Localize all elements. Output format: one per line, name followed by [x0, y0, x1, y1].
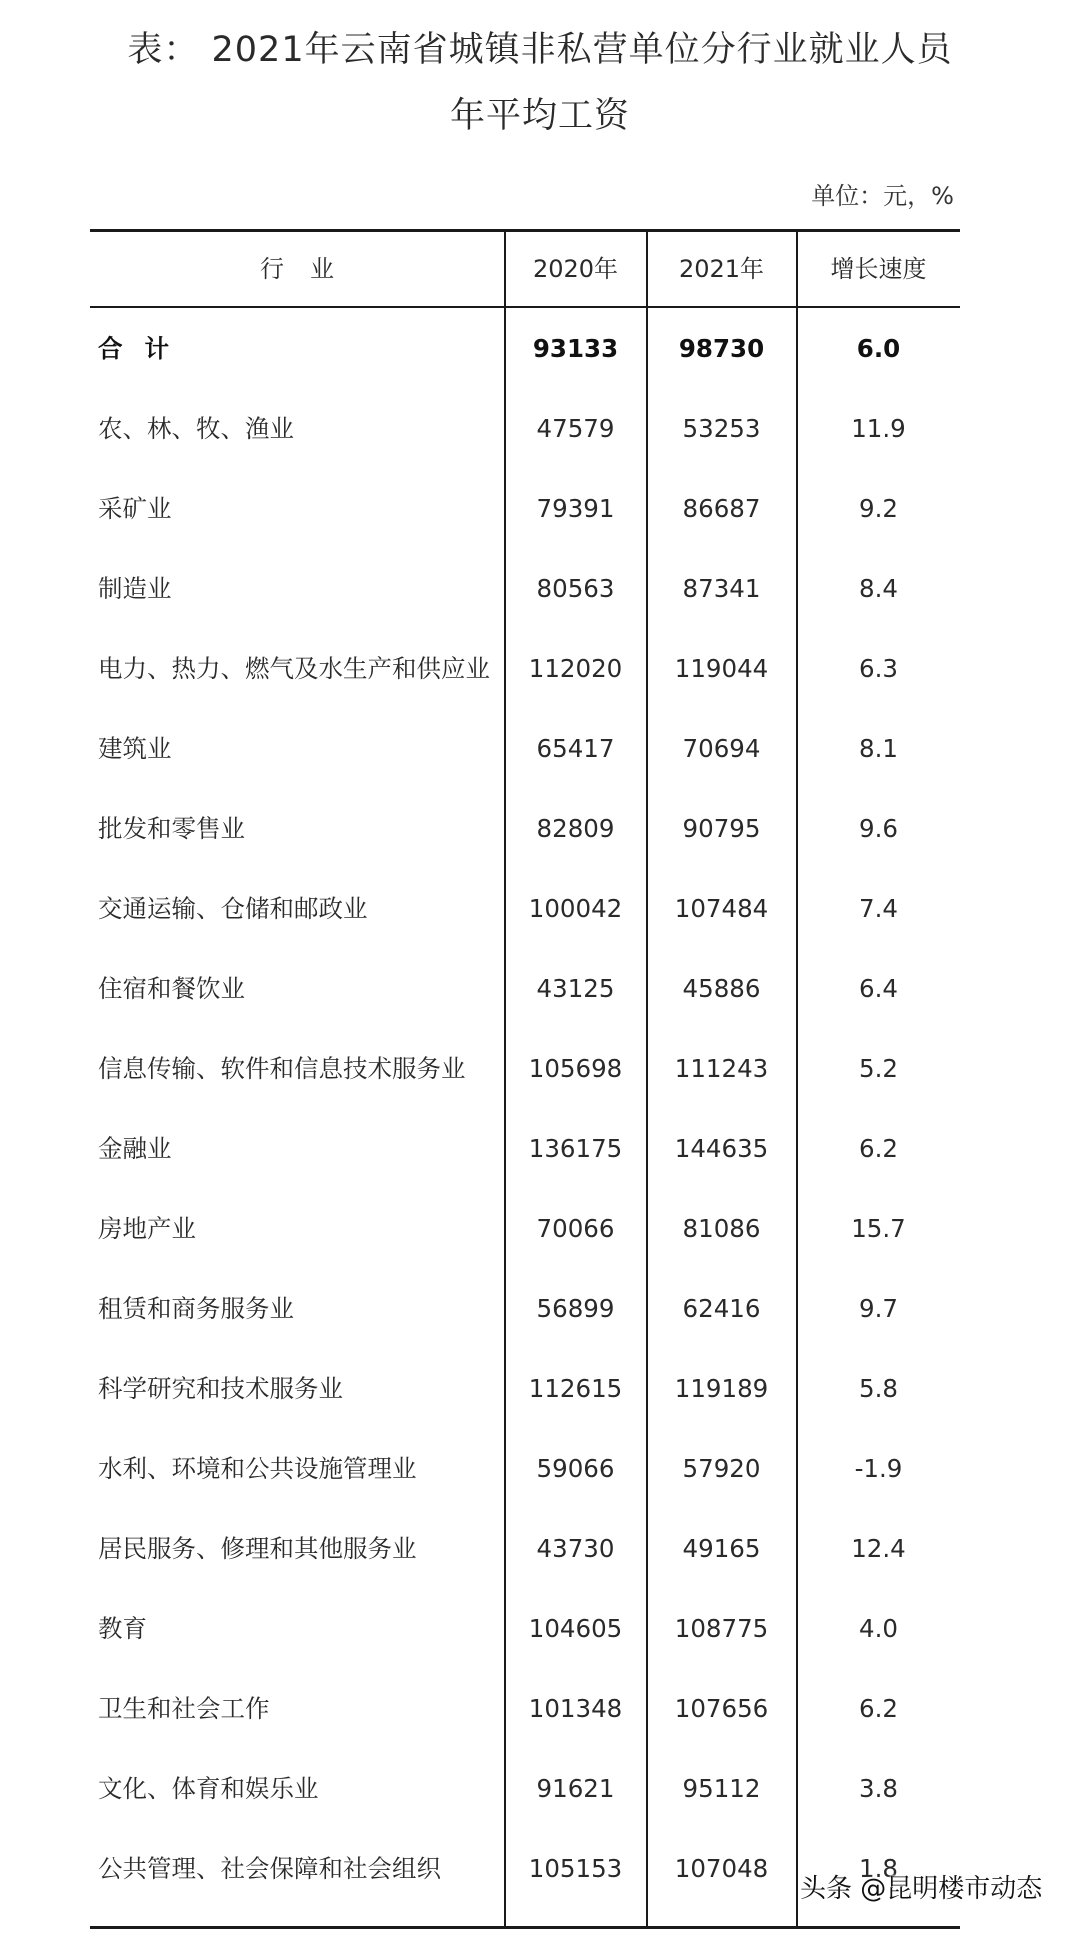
header-industry: 行业	[260, 255, 360, 283]
header-growth: 增长速度	[830, 255, 927, 283]
watermark: 头条 @昆明楼市动态	[800, 1874, 1043, 1904]
cell-v2020: 79391	[536, 493, 615, 523]
cell-name: 教育	[98, 1613, 147, 1643]
cell-rate: 3.8	[859, 1773, 898, 1803]
cell-rate: 6.0	[856, 333, 901, 363]
cell-name: 批发和零售业	[98, 813, 245, 843]
cell-rate: 5.2	[859, 1053, 898, 1083]
cell-v2021: 49165	[682, 1533, 761, 1563]
cell-rate: 6.3	[859, 653, 898, 683]
cell-v2021: 81086	[682, 1213, 761, 1243]
cell-rate: 6.2	[859, 1693, 898, 1723]
cell-v2020: 82809	[536, 813, 615, 843]
cell-v2021: 45886	[682, 973, 761, 1003]
cell-name: 采矿业	[98, 493, 172, 523]
table-row	[90, 868, 960, 948]
cell-name: 合计	[98, 333, 191, 363]
table-title-line1: 表： 2021年云南省城镇非私营单位分行业就业人员	[127, 30, 953, 70]
cell-v2021: 107048	[674, 1853, 769, 1883]
cell-rate: 6.2	[859, 1133, 898, 1163]
header-2020: 2020年	[532, 255, 619, 283]
cell-v2021: 95112	[682, 1773, 761, 1803]
cell-v2021: 107484	[674, 893, 769, 923]
table-row	[90, 1668, 960, 1748]
cell-v2021: 86687	[682, 493, 761, 523]
cell-v2021: 111243	[674, 1053, 769, 1083]
cell-rate: 12.4	[851, 1533, 906, 1563]
cell-v2020: 112615	[528, 1373, 623, 1403]
cell-name: 居民服务、修理和其他服务业	[98, 1533, 417, 1563]
cell-v2020: 80563	[536, 573, 615, 603]
table-row	[90, 1348, 960, 1428]
cell-name: 公共管理、社会保障和社会组织	[98, 1853, 441, 1883]
table-row	[90, 1428, 960, 1508]
table-row	[90, 708, 960, 788]
cell-name: 电力、热力、燃气及水生产和供应业	[98, 653, 490, 683]
table-row	[90, 468, 960, 548]
cell-v2020: 105698	[528, 1053, 623, 1083]
cell-v2020: 112020	[528, 653, 623, 683]
cell-rate: 9.7	[859, 1293, 898, 1323]
cell-rate: 7.4	[859, 893, 898, 923]
cell-v2020: 91621	[536, 1773, 615, 1803]
cell-rate: 5.8	[859, 1373, 898, 1403]
table-row	[90, 1188, 960, 1268]
unit-note: 单位：元，%	[811, 182, 954, 210]
cell-rate: 8.1	[859, 733, 898, 763]
table-row	[90, 548, 960, 628]
cell-name: 农、林、牧、渔业	[98, 413, 294, 443]
cell-v2021: 98730	[678, 333, 765, 363]
cell-v2021: 62416	[682, 1293, 761, 1323]
cell-name: 卫生和社会工作	[98, 1693, 270, 1723]
cell-v2020: 101348	[528, 1693, 623, 1723]
table-title-line2: 年平均工资	[449, 96, 630, 136]
cell-rate: 15.7	[851, 1213, 906, 1243]
header-2021: 2021年	[678, 255, 765, 283]
cell-v2020: 93133	[532, 333, 619, 363]
table-row	[90, 788, 960, 868]
cell-v2020: 136175	[528, 1133, 623, 1163]
cell-v2021: 57920	[682, 1453, 761, 1483]
table-row	[90, 388, 960, 468]
cell-rate: 9.6	[859, 813, 898, 843]
cell-name: 建筑业	[98, 733, 172, 763]
table-row	[90, 1508, 960, 1588]
table-row	[90, 628, 960, 708]
cell-v2021: 119189	[674, 1373, 769, 1403]
cell-rate: 9.2	[859, 493, 898, 523]
cell-v2020: 100042	[528, 893, 623, 923]
cell-name: 房地产业	[98, 1213, 196, 1243]
cell-v2020: 47579	[536, 413, 615, 443]
cell-rate: 1.8	[859, 1853, 898, 1883]
table-row	[90, 948, 960, 1028]
table-row	[90, 1268, 960, 1348]
cell-v2021: 53253	[682, 413, 761, 443]
cell-v2021: 144635	[674, 1133, 769, 1163]
cell-v2020: 43125	[536, 973, 615, 1003]
table-row	[90, 1588, 960, 1668]
cell-v2020: 59066	[536, 1453, 615, 1483]
cell-name: 文化、体育和娱乐业	[98, 1773, 319, 1803]
cell-name: 科学研究和技术服务业	[98, 1373, 343, 1403]
table-bottom-rule	[90, 1926, 960, 1929]
cell-name: 信息传输、软件和信息技术服务业	[98, 1053, 466, 1083]
cell-name: 租赁和商务服务业	[98, 1293, 294, 1323]
cell-v2021: 107656	[674, 1693, 769, 1723]
cell-v2021: 119044	[674, 653, 769, 683]
table-row	[90, 1108, 960, 1188]
table-row	[90, 1748, 960, 1828]
cell-name: 住宿和餐饮业	[98, 973, 245, 1003]
cell-v2021: 87341	[682, 573, 761, 603]
cell-v2021: 108775	[674, 1613, 769, 1643]
cell-name: 金融业	[98, 1133, 172, 1163]
cell-name: 制造业	[98, 573, 172, 603]
cell-rate: 6.4	[859, 973, 898, 1003]
cell-v2020: 43730	[536, 1533, 615, 1563]
table-row	[90, 1028, 960, 1108]
cell-rate: 11.9	[851, 413, 906, 443]
cell-v2020: 65417	[536, 733, 615, 763]
cell-v2020: 56899	[536, 1293, 615, 1323]
cell-rate: -1.9	[854, 1453, 903, 1483]
cell-v2020: 104605	[528, 1613, 623, 1643]
cell-rate: 8.4	[859, 573, 898, 603]
cell-name: 水利、环境和公共设施管理业	[98, 1453, 417, 1483]
cell-v2021: 70694	[682, 733, 761, 763]
cell-v2021: 90795	[682, 813, 761, 843]
cell-name: 交通运输、仓储和邮政业	[98, 893, 368, 923]
cell-rate: 4.0	[859, 1613, 898, 1643]
cell-v2020: 105153	[528, 1853, 623, 1883]
table-row-total	[90, 308, 960, 388]
cell-v2020: 70066	[536, 1213, 615, 1243]
